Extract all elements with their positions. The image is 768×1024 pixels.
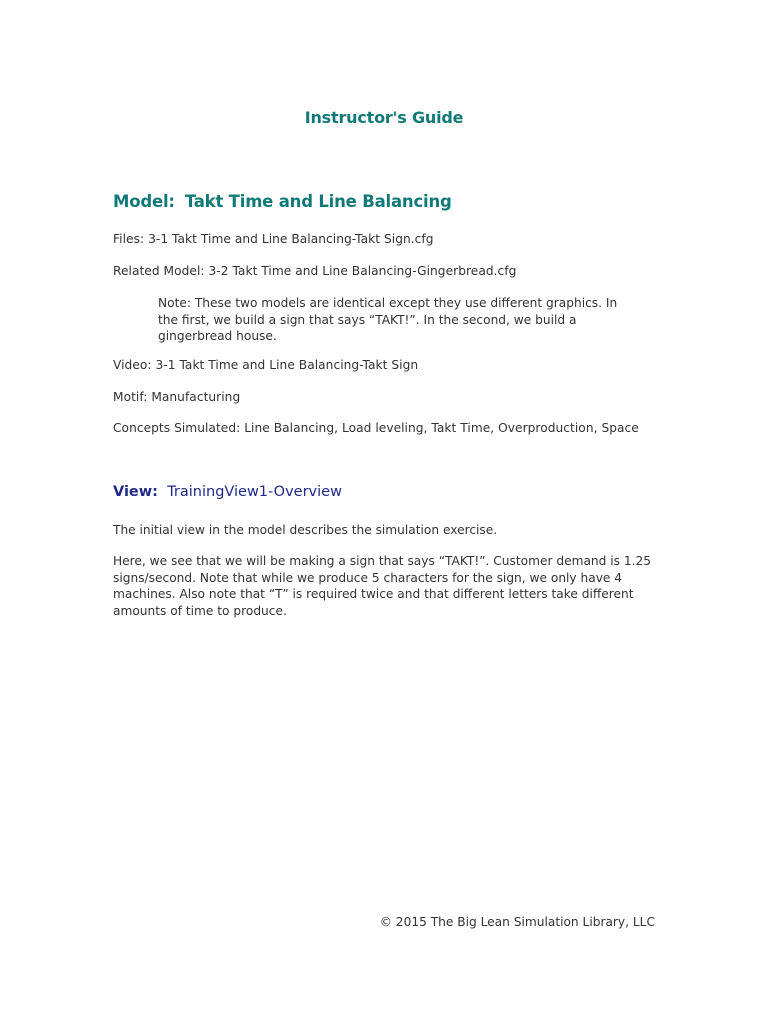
page-title: Instructor's Guide	[304, 108, 464, 127]
view-paragraph-detail: Here, we see that we will be making a sign that says “TAKT!”. Customer demand is 1.25 signs/second. Note that while we produce 5 characters for the sign, we only have 4 machines. Also note that “T” is required twice and that different letters take different amounts of time to produce.	[113, 554, 652, 618]
motif-line: Motif: Manufacturing	[113, 390, 241, 404]
copyright-footer: © 2015 The Big Lean Simulation Library, LLC	[379, 915, 655, 929]
view-label: View:	[113, 484, 158, 500]
model-heading	[113, 192, 452, 211]
view-name: TrainingView1-Overview	[167, 484, 342, 500]
view-paragraph-intro: The initial view in the model describes the simulation exercise.	[113, 523, 498, 537]
concepts-line: Concepts Simulated: Line Balancing, Load leveling, Takt Time, Overproduction, Space	[113, 421, 639, 435]
view-heading	[113, 484, 342, 500]
note-paragraph: Note: These two models are identical except they use different graphics. In the first, we build a sign that says “TAKT!”. In the second, we build a gingerbread house.	[158, 296, 618, 343]
model-name: Takt Time and Line Balancing	[184, 192, 452, 211]
files-line: Files: 3-1 Takt Time and Line Balancing-Takt Sign.cfg	[113, 232, 434, 246]
video-line: Video: 3-1 Takt Time and Line Balancing-Takt Sign	[113, 358, 419, 372]
model-label: Model:	[113, 192, 175, 211]
related-model-line: Related Model: 3-2 Takt Time and Line Balancing-Gingerbread.cfg	[113, 264, 517, 278]
